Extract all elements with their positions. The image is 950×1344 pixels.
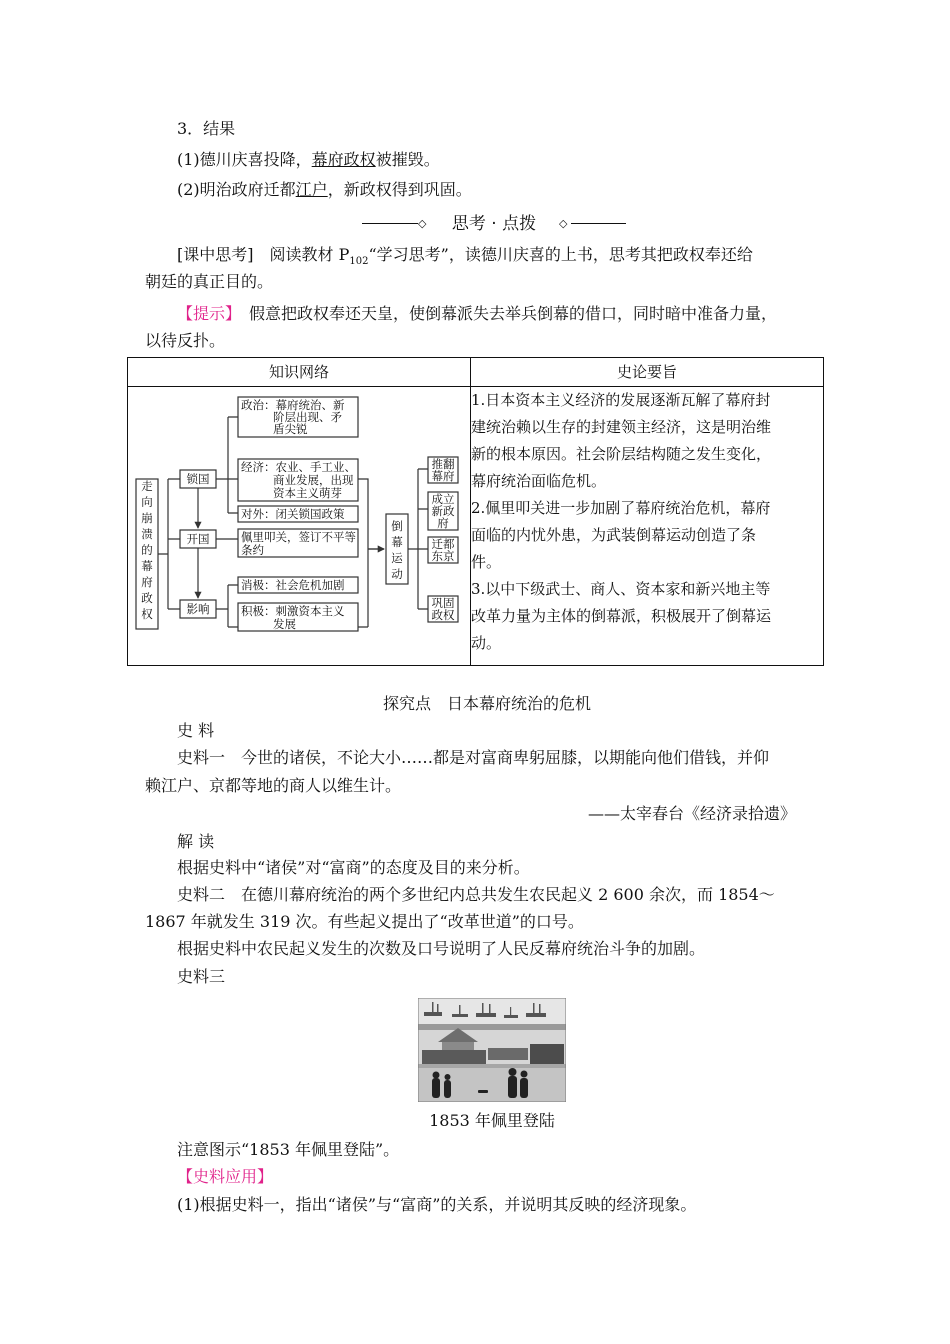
diagram-result-overthrow: 推翻 bbox=[431, 457, 455, 471]
section-divider bbox=[362, 212, 626, 236]
diagram-negative-impact: 消极：社会危机加剧 bbox=[241, 578, 345, 592]
image-note: 注意图示“1853 年佩里登陆”。 bbox=[177, 1140, 400, 1159]
source1-citation: ——太宰春台《经济录拾遗》 bbox=[588, 804, 797, 823]
result-heading: 3．结果 bbox=[177, 119, 236, 138]
diagram-perry-line: 佩里叩关，签订不平等 bbox=[241, 530, 356, 544]
think-paragraph: [课中思考] 阅读教材 $P_{102}“$学习思考”，读德川庆喜的上书，思考其把政权奉还给 bbox=[177, 245, 753, 268]
diagram-foreign-policy: 对外：闭关锁国政策 bbox=[241, 507, 345, 521]
knowledge-table bbox=[127, 357, 824, 666]
jiedu-heading: 解 读 bbox=[177, 832, 215, 851]
diagram-positive-impact: 积极：刺激资本主义 bbox=[241, 604, 345, 618]
point-line: 面临的内忧外患，为武装倒幕运动创造了条 bbox=[471, 526, 757, 544]
diagram-result-move-capital: 迁都 bbox=[431, 537, 455, 551]
think-paragraph-line2: 朝廷的真正目的。 bbox=[145, 272, 274, 291]
diagram-root-char: 幕 bbox=[141, 559, 153, 573]
result-item-2: (2)明治政府迁都江户，新政权得到巩固。 bbox=[177, 180, 472, 199]
point-line: 幕府统治面临危机。 bbox=[471, 472, 607, 490]
diagram-root-char: 向 bbox=[141, 495, 153, 509]
shiliao-heading: 史 料 bbox=[177, 721, 215, 740]
points-cell bbox=[471, 387, 824, 666]
diamond-icon: ◇ bbox=[418, 217, 427, 230]
diagram-result-new-gov: 府 bbox=[437, 516, 449, 530]
diagram-root-char: 崩 bbox=[141, 511, 153, 525]
diagram-perry-line: 条约 bbox=[241, 543, 264, 557]
diagram-root-char: 的 bbox=[141, 543, 153, 557]
diagram-root-char: 府 bbox=[141, 575, 153, 589]
point-line: 动。 bbox=[471, 634, 502, 652]
diagram-politics-line: 盾尖锐 bbox=[273, 422, 308, 436]
diagram-root-char: 政 bbox=[141, 591, 153, 605]
diagram-politics-line: 阶层出现、矛 bbox=[273, 410, 342, 424]
knowledge-diagram-cell bbox=[128, 387, 471, 666]
point-line: 建统治赖以生存的封建领主经济，这是明治维 bbox=[471, 418, 772, 436]
diagram-root-char: 走 bbox=[141, 479, 153, 493]
column-header-knowledge: 知识网络 bbox=[128, 358, 471, 387]
diagram-root-char: 权 bbox=[141, 607, 153, 621]
explore-title: 探究点 日本幕府统治的危机 bbox=[383, 694, 592, 713]
diagram-politics-line: 政治：幕府统治、新 bbox=[241, 398, 345, 412]
source2-paragraph-line2: 1867 年就发生 319 次。有些起义提出了“改革世道”的口号。 bbox=[145, 912, 584, 931]
diagram-result-overthrow: 幕府 bbox=[431, 469, 455, 483]
interpretation-1: 根据史料中“诸侯”对“富商”的态度及目的来分析。 bbox=[177, 858, 530, 877]
diagram-economy-line: 资本主义萌芽 bbox=[273, 486, 342, 500]
diagram-daomu-char: 幕 bbox=[391, 535, 403, 549]
diagram-daomu-char: 运 bbox=[391, 551, 403, 565]
section-title: 思考 · 点拨 bbox=[451, 214, 537, 234]
result-item-1: (1)德川庆喜投降，幕府政权被摧毁。 bbox=[177, 150, 440, 169]
perry-landing-image bbox=[418, 998, 566, 1102]
apply-label: 【史料应用】 bbox=[177, 1167, 274, 1186]
diagram-result-new-gov: 成立 bbox=[431, 492, 455, 506]
diagram-positive-impact: 发展 bbox=[273, 617, 296, 631]
diagram-result-consolidate: 巩固 bbox=[431, 596, 455, 610]
source2-paragraph: 史料二 在德川幕府统治的两个多世纪内总共发生农民起义 2 600 余次，而 1854～ bbox=[177, 885, 775, 904]
diagram-daomu-char: 动 bbox=[391, 567, 403, 581]
hint-paragraph-line2: 以待反扑。 bbox=[145, 331, 226, 350]
question-1: (1)根据史料一，指出“诸侯”与“富商”的关系，并说明其反映的经济现象。 bbox=[177, 1195, 697, 1214]
source1-paragraph-line2: 赖江户、京都等地的商人以维生计。 bbox=[145, 776, 402, 795]
diagram-result-new-gov: 新政 bbox=[431, 504, 455, 518]
point-line: 件。 bbox=[471, 553, 502, 571]
diagram-daomu-char: 倒 bbox=[391, 519, 403, 533]
source1-paragraph: 史料一 今世的诸侯，不论大小……都是对富商卑躬屈膝，以期能向他们借钱，并仰 bbox=[177, 748, 770, 767]
diagram-node-suoguo: 锁国 bbox=[186, 472, 210, 486]
point-line: 2.佩里叩关进一步加剧了幕府统治危机，幕府 bbox=[471, 499, 771, 517]
diagram-node-kaiguo: 开国 bbox=[186, 532, 210, 546]
diagram-economy-line: 经济：农业、手工业、 bbox=[241, 460, 356, 474]
interpretation-2: 根据史料中农民起义发生的次数及口号说明了人民反幕府统治斗争的加剧。 bbox=[177, 939, 706, 958]
hint-paragraph: 【提示】 假意把政权奉还天皇，使倒幕派失去举兵倒幕的借口，同时暗中准备力量， bbox=[177, 304, 778, 323]
diagram-node-yingxiang: 影响 bbox=[186, 602, 210, 616]
point-line: 改革力量为主体的倒幕派，积极展开了倒幕运 bbox=[471, 607, 772, 625]
column-header-points: 史论要旨 bbox=[471, 358, 824, 387]
point-line: 3.以中下级武士、商人、资本家和新兴地主等 bbox=[471, 580, 771, 598]
knowledge-diagram bbox=[128, 387, 470, 665]
point-line: 1.日本资本主义经济的发展逐渐瓦解了幕府封 bbox=[471, 391, 771, 409]
image-caption: 1853 年佩里登陆 bbox=[429, 1111, 555, 1130]
diagram-result-move-capital: 东京 bbox=[431, 549, 455, 563]
diagram-economy-line: 商业发展，出现 bbox=[273, 473, 354, 487]
source3-heading: 史料三 bbox=[177, 967, 226, 986]
diamond-icon: ◇ bbox=[559, 217, 568, 230]
point-line: 新的根本原因。社会阶层结构随之发生变化， bbox=[471, 445, 772, 463]
diagram-result-consolidate: 政权 bbox=[431, 608, 455, 622]
hint-label: 【提示】 bbox=[177, 304, 234, 323]
diagram-root-char: 溃 bbox=[141, 527, 153, 541]
